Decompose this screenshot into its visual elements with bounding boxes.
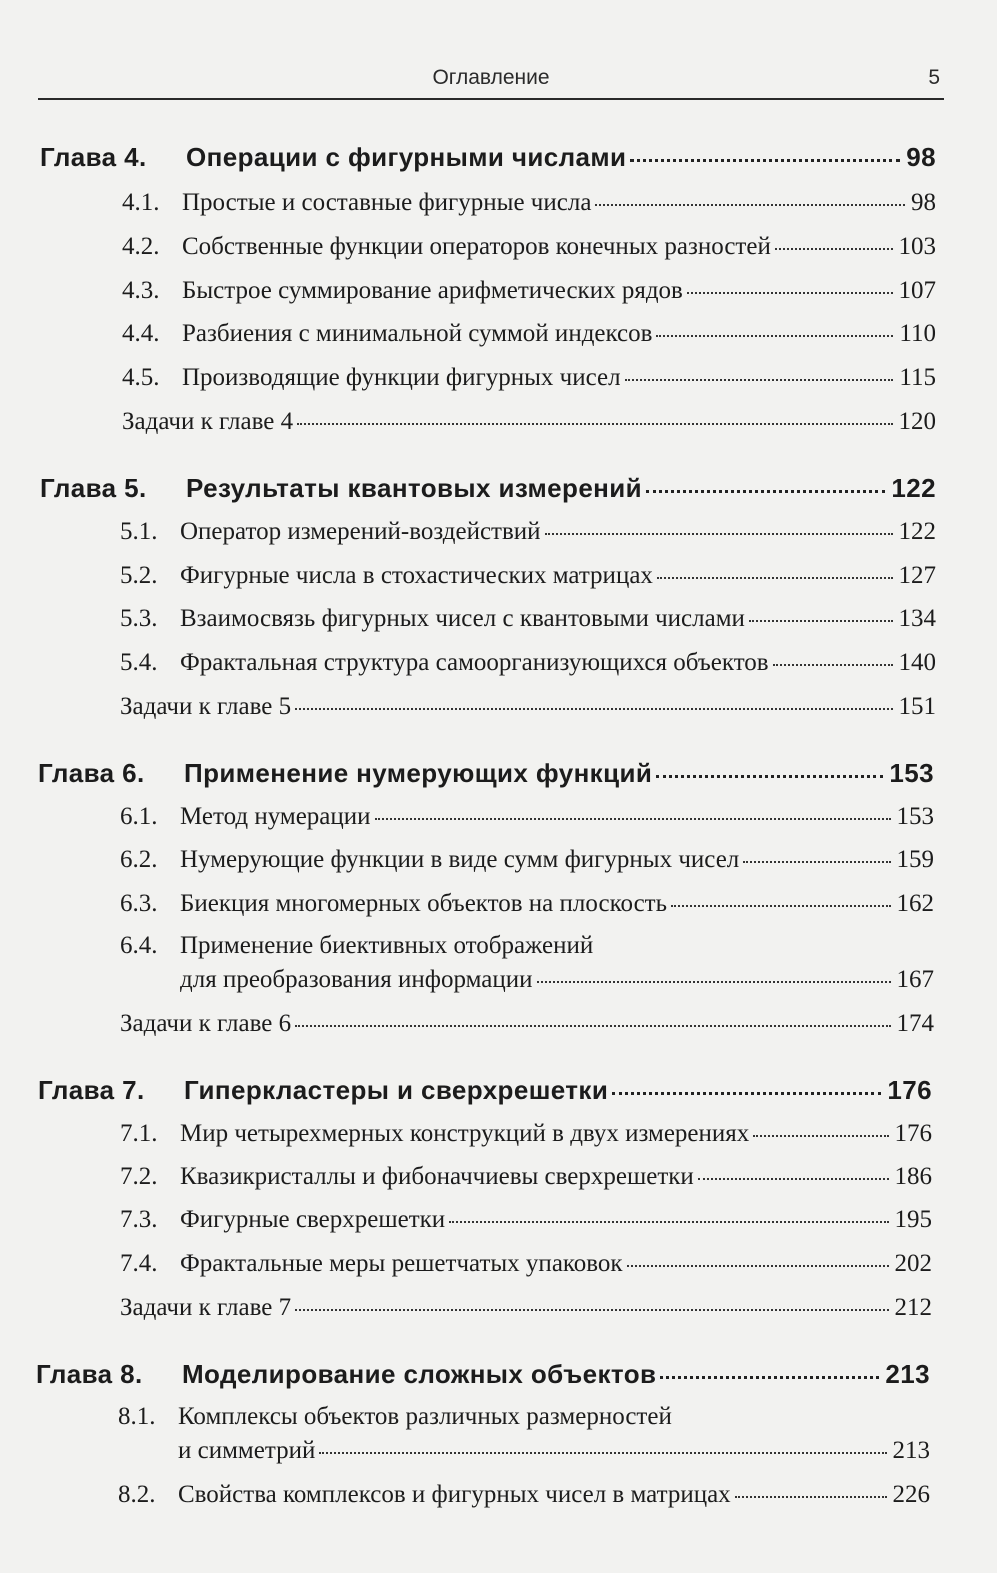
chapter-label: Глава 8.: [36, 1359, 143, 1389]
leader-dots: [595, 204, 905, 206]
leader-dots: [687, 292, 893, 294]
section-number: 4.4.: [122, 320, 160, 347]
toc-section-6-3[interactable]: [120, 890, 934, 918]
section-number: 4.2.: [122, 233, 160, 260]
leader-dots: [656, 775, 883, 778]
chapter-page: 213: [885, 1359, 930, 1389]
leader-dots: [537, 981, 891, 983]
header-title: Оглавление: [432, 66, 550, 89]
section-page: 103: [898, 233, 936, 260]
toc-chapter-5[interactable]: [40, 473, 936, 504]
leader-dots: [545, 533, 893, 535]
section-number: 5.1.: [120, 518, 158, 545]
section-title: Производящие функции фигурных чисел: [182, 364, 621, 391]
toc-section-6-2[interactable]: [120, 846, 934, 874]
toc-tasks-4[interactable]: [122, 408, 936, 436]
section-title: Мир четырехмерных конструкций в двух измерениях: [180, 1120, 750, 1147]
chapter-page: 122: [891, 473, 936, 503]
section-page: 107: [898, 277, 936, 304]
leader-dots: [656, 335, 893, 337]
section-title: Быстрое суммирование арифметических рядов: [182, 277, 683, 304]
leader-dots: [295, 708, 892, 710]
toc-section-5-4[interactable]: [120, 649, 936, 677]
leader-dots: [295, 1025, 890, 1027]
toc-section-8-2[interactable]: [118, 1481, 930, 1509]
section-number: 6.1.: [120, 803, 158, 830]
section-number: 7.1.: [120, 1120, 158, 1147]
toc-chapter-6[interactable]: [38, 758, 934, 789]
tasks-title: Задачи к главе 7: [120, 1294, 292, 1321]
section-title: Фигурные числа в стохастических матрицах: [180, 562, 653, 589]
section-title: Взаимосвязь фигурных чисел с квантовыми числами: [180, 605, 745, 632]
section-title: Биекция многомерных объектов на плоскость: [180, 890, 667, 917]
section-title: Нумерующие функции в виде сумм фигурных чисел: [180, 846, 740, 873]
section-title: Разбиения с минимальной суммой индексов: [182, 320, 653, 347]
toc-chapter-8[interactable]: [36, 1359, 930, 1390]
section-title: Собственные функции операторов конечных разностей: [182, 233, 771, 260]
chapter-label: Глава 4.: [40, 142, 147, 172]
leader-dots: [630, 159, 900, 162]
toc-tasks-5[interactable]: [120, 693, 936, 721]
chapter-title: Гиперкластеры и сверхрешетки: [184, 1075, 609, 1105]
chapter-page: 98: [906, 142, 936, 172]
toc-section-5-3[interactable]: [120, 605, 936, 633]
toc-section-8-1-line2[interactable]: [178, 1437, 930, 1465]
chapter-label: Глава 6.: [38, 758, 145, 788]
toc-tasks-7[interactable]: [120, 1294, 932, 1322]
leader-dots: [295, 1309, 888, 1311]
toc-section-6-4-line2[interactable]: [180, 966, 934, 994]
chapter-title: Операции с фигурными числами: [186, 142, 627, 172]
section-title: Свойства комплексов и фигурных чисел в матрицах: [178, 1481, 731, 1508]
section-title: Метод нумерации: [180, 803, 371, 830]
leader-dots: [627, 1265, 889, 1267]
leader-dots: [671, 905, 891, 907]
tasks-page: 174: [896, 1010, 934, 1037]
leader-dots: [773, 664, 893, 666]
toc-section-4-3[interactable]: [122, 277, 936, 305]
toc-tasks-6[interactable]: [120, 1010, 934, 1038]
toc-section-4-1[interactable]: [122, 189, 936, 217]
toc-section-5-1[interactable]: [120, 518, 936, 546]
toc-section-7-3[interactable]: [120, 1206, 932, 1234]
toc-chapter-4[interactable]: [40, 142, 936, 173]
leader-dots: [375, 818, 891, 820]
section-page: 140: [898, 649, 936, 676]
section-title-continued: для преобразования информации: [180, 966, 533, 993]
section-title-continued: и симметрий: [178, 1437, 316, 1464]
section-page: 110: [899, 320, 936, 347]
section-page: 226: [892, 1481, 930, 1508]
chapter-page: 176: [887, 1075, 932, 1105]
section-page: 167: [896, 966, 934, 993]
section-page: 127: [898, 562, 936, 589]
section-number: 8.2.: [118, 1481, 156, 1508]
toc-chapter-7[interactable]: [38, 1075, 932, 1106]
toc-section-7-4[interactable]: [120, 1250, 932, 1278]
leader-dots: [735, 1496, 887, 1498]
leader-dots: [319, 1452, 886, 1454]
section-title: Простые и составные фигурные числа: [182, 189, 592, 216]
tasks-title: Задачи к главе 4: [122, 408, 294, 435]
header-page-number: 5: [928, 66, 940, 89]
chapter-title: Моделирование сложных объектов: [182, 1359, 657, 1389]
toc-section-4-5[interactable]: [122, 364, 936, 392]
section-page: 176: [894, 1120, 932, 1147]
section-number: 5.3.: [120, 605, 158, 632]
section-page: 195: [894, 1206, 932, 1233]
tasks-page: 151: [898, 693, 936, 720]
section-page: 213: [892, 1437, 930, 1464]
section-number: 4.3.: [122, 277, 160, 304]
section-number: 7.3.: [120, 1206, 158, 1233]
toc-section-4-4[interactable]: [122, 320, 936, 348]
toc-section-7-2[interactable]: [120, 1163, 932, 1191]
section-title: Фрактальные меры решетчатых упаковок: [180, 1250, 623, 1277]
section-number: 6.3.: [120, 890, 158, 917]
toc-section-7-1[interactable]: [120, 1120, 932, 1148]
leader-dots: [749, 620, 893, 622]
chapter-title: Применение нумерующих функций: [184, 758, 653, 788]
leader-dots: [646, 490, 885, 493]
section-page: 162: [896, 890, 934, 917]
section-number: 6.2.: [120, 846, 158, 873]
tasks-title: Задачи к главе 5: [120, 693, 292, 720]
leader-dots: [775, 248, 893, 250]
toc-section-4-2[interactable]: [122, 233, 936, 261]
leader-dots: [660, 1376, 879, 1379]
leader-dots: [657, 577, 893, 579]
toc-section-8-1-line1[interactable]: [118, 1403, 930, 1431]
running-header: [38, 62, 944, 100]
section-page: 115: [899, 364, 936, 391]
section-page: 159: [896, 846, 934, 873]
section-number: 4.1.: [122, 189, 160, 216]
chapter-title: Результаты квантовых измерений: [186, 473, 643, 503]
leader-dots: [698, 1178, 889, 1180]
toc-section-5-2[interactable]: [120, 562, 936, 590]
section-title: Фрактальная структура самоорганизующихся объектов: [180, 649, 769, 676]
section-number: 8.1.: [118, 1403, 156, 1430]
tasks-page: 120: [898, 408, 936, 435]
section-page: 98: [911, 189, 936, 216]
section-title: Оператор измерений-воздействий: [180, 518, 541, 545]
section-page: 134: [898, 605, 936, 632]
toc-section-6-4-line1[interactable]: [120, 932, 934, 960]
section-number: 5.4.: [120, 649, 158, 676]
leader-dots: [297, 423, 892, 425]
section-page: 153: [896, 803, 934, 830]
section-number: 5.2.: [120, 562, 158, 589]
leader-dots: [753, 1135, 888, 1137]
toc-section-6-1[interactable]: [120, 803, 934, 831]
section-number: 7.4.: [120, 1250, 158, 1277]
chapter-label: Глава 5.: [40, 473, 147, 503]
leader-dots: [625, 379, 894, 381]
chapter-page: 153: [889, 758, 934, 788]
leader-dots: [449, 1221, 888, 1223]
leader-dots: [612, 1092, 881, 1095]
tasks-page: 212: [894, 1294, 932, 1321]
section-number: 4.5.: [122, 364, 160, 391]
section-number: 7.2.: [120, 1163, 158, 1190]
section-title: Квазикристаллы и фибоначчиевы сверхрешетки: [180, 1163, 694, 1190]
section-title: Комплексы объектов различных размерностей: [178, 1403, 672, 1430]
tasks-title: Задачи к главе 6: [120, 1010, 292, 1037]
chapter-label: Глава 7.: [38, 1075, 145, 1105]
section-page: 122: [898, 518, 936, 545]
leader-dots: [743, 861, 890, 863]
section-title: Применение биективных отображений: [180, 932, 594, 959]
section-page: 186: [894, 1163, 932, 1190]
section-title: Фигурные сверхрешетки: [180, 1206, 446, 1233]
section-page: 202: [894, 1250, 932, 1277]
section-number: 6.4.: [120, 932, 158, 959]
